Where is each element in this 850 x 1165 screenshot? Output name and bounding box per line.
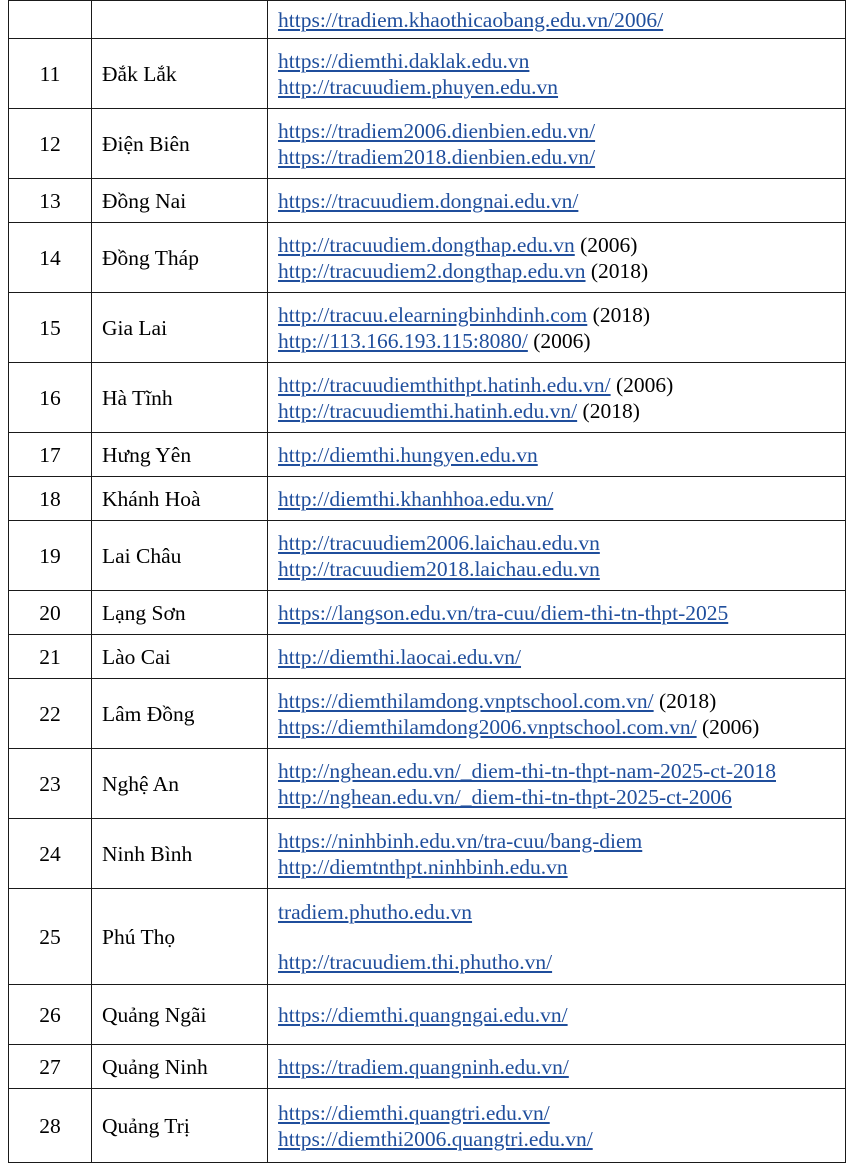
province-name: Đồng Nai xyxy=(92,179,268,223)
row-number: 27 xyxy=(9,1045,92,1089)
province-name: Ninh Bình xyxy=(92,819,268,889)
score-lookup-link[interactable]: http://tracuudiemthithpt.hatinh.edu.vn/ xyxy=(278,372,611,397)
province-name: Quảng Ngãi xyxy=(92,985,268,1045)
score-lookup-link[interactable]: http://113.166.193.115:8080/ xyxy=(278,328,528,353)
table-row xyxy=(9,179,846,223)
province-name: Lào Cai xyxy=(92,635,268,679)
row-number: 22 xyxy=(9,679,92,749)
links-cell xyxy=(268,223,846,293)
links-cell xyxy=(268,985,846,1045)
links-cell xyxy=(268,749,846,819)
province-name: Hà Tĩnh xyxy=(92,363,268,433)
link-line xyxy=(278,784,845,810)
links-cell xyxy=(268,1089,846,1163)
links-cell xyxy=(268,521,846,591)
score-lookup-link[interactable]: https://diemthi.daklak.edu.vn xyxy=(278,48,530,73)
row-number: 26 xyxy=(9,985,92,1045)
province-name: Lâm Đồng xyxy=(92,679,268,749)
links-cell xyxy=(268,363,846,433)
link-line xyxy=(278,372,845,398)
score-lookup-link[interactable]: http://tracuudiem.dongthap.edu.vn xyxy=(278,232,575,257)
table-row xyxy=(9,223,846,293)
province-name: Đắk Lắk xyxy=(92,39,268,109)
row-number: 15 xyxy=(9,293,92,363)
row-number: 23 xyxy=(9,749,92,819)
row-number: 12 xyxy=(9,109,92,179)
link-line xyxy=(278,854,845,880)
score-lookup-link[interactable]: http://tracuudiem.phuyen.edu.vn xyxy=(278,74,559,99)
score-lookup-link[interactable]: http://tracuudiem.thi.phutho.vn/ xyxy=(278,949,553,974)
row-number: 14 xyxy=(9,223,92,293)
links-cell xyxy=(268,591,846,635)
link-line xyxy=(278,328,845,354)
province-name: Phú Thọ xyxy=(92,889,268,985)
table-row xyxy=(9,749,846,819)
table-row xyxy=(9,109,846,179)
link-line xyxy=(278,302,845,328)
score-lookup-link[interactable]: http://tracuudiem2006.laichau.edu.vn xyxy=(278,530,600,555)
table-row xyxy=(9,1089,846,1163)
links-cell xyxy=(268,293,846,363)
link-line xyxy=(278,828,845,854)
link-line xyxy=(278,48,845,74)
table-row xyxy=(9,477,846,521)
score-lookup-link[interactable]: https://langson.edu.vn/tra-cuu/diem-thi-tn-thpt-2025 xyxy=(278,600,729,625)
table-row xyxy=(9,1,846,39)
row-number xyxy=(9,1,92,39)
province-name: Quảng Trị xyxy=(92,1089,268,1163)
row-number: 11 xyxy=(9,39,92,109)
link-line xyxy=(278,118,845,144)
link-line xyxy=(278,1126,845,1152)
links-cell xyxy=(268,635,846,679)
table-row xyxy=(9,521,846,591)
link-line xyxy=(278,714,845,740)
score-lookup-link[interactable]: http://tracuudiemthi.hatinh.edu.vn/ xyxy=(278,398,578,423)
link-line xyxy=(278,74,845,100)
links-cell xyxy=(268,179,846,223)
score-lookup-link[interactable]: tradiem.phutho.edu.vn xyxy=(278,899,473,924)
province-name: Khánh Hoà xyxy=(92,477,268,521)
row-number: 24 xyxy=(9,819,92,889)
table-body xyxy=(9,1,846,1163)
province-name: Lai Châu xyxy=(92,521,268,591)
year-note: (2018) xyxy=(592,302,650,327)
link-line xyxy=(278,644,845,670)
year-note: (2018) xyxy=(590,258,649,283)
links-cell xyxy=(268,109,846,179)
row-number: 28 xyxy=(9,1089,92,1163)
table-row xyxy=(9,635,846,679)
year-note: (2006) xyxy=(580,232,638,257)
row-number: 21 xyxy=(9,635,92,679)
row-number: 25 xyxy=(9,889,92,985)
links-cell xyxy=(268,679,846,749)
year-note: (2018) xyxy=(659,688,717,713)
link-line xyxy=(278,949,845,975)
score-lookup-link[interactable]: https://diemthi.quangtri.edu.vn/ xyxy=(278,1100,550,1125)
score-lookup-link[interactable]: https://diemthilamdong.vnptschool.com.vn/ xyxy=(278,688,654,713)
table-row xyxy=(9,819,846,889)
score-lookup-link[interactable]: http://diemthi.hungyen.edu.vn xyxy=(278,442,538,467)
row-number: 13 xyxy=(9,179,92,223)
score-lookup-link[interactable]: https://tracuudiem.dongnai.edu.vn/ xyxy=(278,188,579,213)
score-lookup-link[interactable]: http://nghean.edu.vn/_diem-thi-tn-thpt-2025-ct-2006 xyxy=(278,784,732,809)
score-lookup-link[interactable]: http://tracuu.elearningbinhdinh.com xyxy=(278,302,588,327)
province-name xyxy=(92,1,268,39)
score-lookup-table xyxy=(8,0,846,1163)
row-number: 19 xyxy=(9,521,92,591)
score-lookup-link[interactable]: https://diemthilamdong2006.vnptschool.com.vn/ xyxy=(278,714,697,739)
table-row xyxy=(9,363,846,433)
table-row xyxy=(9,679,846,749)
score-lookup-link[interactable]: http://tracuudiem2.dongthap.edu.vn xyxy=(278,258,586,283)
document-page xyxy=(8,0,846,1163)
link-line xyxy=(278,188,845,214)
province-name: Hưng Yên xyxy=(92,433,268,477)
blank-line xyxy=(278,925,845,949)
link-line xyxy=(278,688,845,714)
row-number: 16 xyxy=(9,363,92,433)
link-line xyxy=(278,232,845,258)
year-note: (2006) xyxy=(702,714,760,739)
year-note: (2006) xyxy=(615,372,674,397)
link-line xyxy=(278,530,845,556)
table-row xyxy=(9,591,846,635)
province-name: Quảng Ninh xyxy=(92,1045,268,1089)
row-number: 17 xyxy=(9,433,92,477)
links-cell xyxy=(268,433,846,477)
table-row xyxy=(9,1045,846,1089)
links-cell xyxy=(268,819,846,889)
link-line xyxy=(278,556,845,582)
score-lookup-link[interactable]: https://tradiem2018.dienbien.edu.vn/ xyxy=(278,144,596,169)
year-note: (2006) xyxy=(533,328,591,353)
table-row xyxy=(9,433,846,477)
score-lookup-link[interactable]: https://tradiem2006.dienbien.edu.vn/ xyxy=(278,118,596,143)
link-line xyxy=(278,758,845,784)
links-cell xyxy=(268,1,846,39)
link-line xyxy=(278,1002,845,1028)
link-line xyxy=(278,7,845,33)
row-number: 20 xyxy=(9,591,92,635)
score-lookup-link[interactable]: http://diemthi.khanhhoa.edu.vn/ xyxy=(278,486,554,511)
table-row xyxy=(9,39,846,109)
table-row xyxy=(9,985,846,1045)
link-line xyxy=(278,899,845,925)
link-line xyxy=(278,1100,845,1126)
table-row xyxy=(9,889,846,985)
province-name: Lạng Sơn xyxy=(92,591,268,635)
links-cell xyxy=(268,39,846,109)
score-lookup-link[interactable]: https://ninhbinh.edu.vn/tra-cuu/bang-diem xyxy=(278,828,643,853)
table-row xyxy=(9,293,846,363)
score-lookup-link[interactable]: http://diemthi.laocai.edu.vn/ xyxy=(278,644,522,669)
row-number: 18 xyxy=(9,477,92,521)
link-line xyxy=(278,442,845,468)
province-name: Đồng Tháp xyxy=(92,223,268,293)
links-cell xyxy=(268,1045,846,1089)
province-name: Điện Biên xyxy=(92,109,268,179)
link-line xyxy=(278,486,845,512)
link-line xyxy=(278,1054,845,1080)
score-lookup-link[interactable]: http://diemtnthpt.ninhbinh.edu.vn xyxy=(278,854,568,879)
score-lookup-link[interactable]: http://tracuudiem2018.laichau.edu.vn xyxy=(278,556,600,581)
link-line xyxy=(278,600,845,626)
score-lookup-link[interactable]: https://tradiem.khaothicaobang.edu.vn/2006/ xyxy=(278,7,664,32)
province-name: Nghệ An xyxy=(92,749,268,819)
year-note: (2018) xyxy=(582,398,640,423)
link-line xyxy=(278,144,845,170)
province-name: Gia Lai xyxy=(92,293,268,363)
links-cell xyxy=(268,889,846,985)
link-line xyxy=(278,398,845,424)
link-line xyxy=(278,258,845,284)
score-lookup-link[interactable]: https://diemthi.quangngai.edu.vn/ xyxy=(278,1002,568,1027)
score-lookup-link[interactable]: https://tradiem.quangninh.edu.vn/ xyxy=(278,1054,569,1079)
links-cell xyxy=(268,477,846,521)
score-lookup-link[interactable]: http://nghean.edu.vn/_diem-thi-tn-thpt-nam-2025-ct-2018 xyxy=(278,758,776,783)
score-lookup-link[interactable]: https://diemthi2006.quangtri.edu.vn/ xyxy=(278,1126,593,1151)
